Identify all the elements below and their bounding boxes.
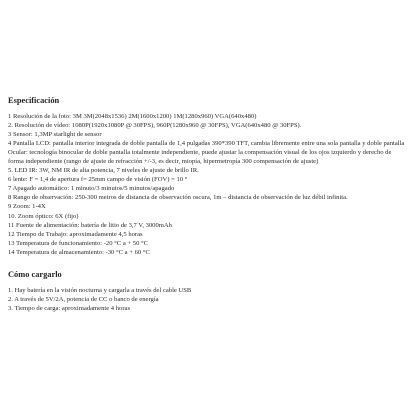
spec-list (8, 112, 408, 257)
charge-heading: Cómo cargarlo (8, 269, 62, 279)
charge-item-power-source: 2. A través de 5V/2A, potencia de CC o banco de energía (8, 295, 159, 303)
spec-item-operating-temp: 13 Temperatura de funcionamiento: -20 °C a + 50 °C (8, 239, 149, 247)
charge-list (8, 286, 408, 313)
spec-item-storage-temp: 14 Temperatura de almacenamiento: -30 °C a + 60 °C (8, 248, 150, 256)
charge-item-usb: 1. Hay batería en la visión nocturna y cargarla a través del cable USB (8, 286, 192, 294)
spec-item-power: 11 Fuente de alimentación: batería de litio de 3,7 V, 3000mAh (8, 221, 172, 229)
spec-item-video-resolution: 2. Resolución de vídeo: 1080P(1920x1080P @ 30FPS), 960P(1280x960 @ 30FPS), VGA(640x480 @ 30FPS). (8, 122, 302, 130)
charge-section (8, 270, 408, 313)
spec-item-range: 8 Rango de observación: 250-300 metros de distancia de observación oscura, 1m – distancia de observación de luz débil infinita. (8, 194, 348, 202)
spec-item-lcd: 4 Pantalla LCD: pantalla interior integrada de doble pantalla de 1,4 pulgadas 390*390 TFT, cambia libremente entre una sola pantalla y doble pantalla (8, 140, 405, 148)
spec-item-zoom: 9 Zoom: 1-4X (8, 203, 46, 211)
spec-item-eyepiece: Ocular: tecnología binocular de doble pantalla totalmente independiente, puede ajustar la compensación visual de los ojos izquierdo y derecho de forma independiente (rango de ajuste de refracción +/-3, es decir, miopía, hipermetropía 300 compensación de ajuste) (8, 149, 392, 166)
spec-item-sensor: 3 Sensor: 1,3MP starlight de sensor (8, 131, 102, 139)
spec-item-work-time: 12 Tiempo de Trabajo: aproximadamente 4,5 horas (8, 230, 143, 238)
charge-item-time: 3. Tiempo de carga: aproximadamente 4 horas (8, 304, 131, 312)
spec-item-lens: 6 lente: F = 1,4 de apertura f= 25mm campo de visión (FOV) = 10 ° (8, 176, 188, 184)
spec-item-photo-resolution: 1 Resolución de la foto: 3M 3M(2048x1536) 2M(1600x1200) 1M(1280x960) VGA(640x480) (8, 113, 257, 120)
spec-heading: Especificación (8, 96, 60, 105)
spec-item-optical-zoom: 10. Zoom óptico: 6X (fijo) (8, 212, 79, 220)
spec-item-ir-led: 5. LED IR: 3W, NM IR de alta potencia, 7 niveles de ajuste de brillo IR. (8, 167, 199, 175)
spec-item-auto-off: 7 Apagado automático: 1 minuto/3 minutos/5 minutos/apagado (8, 185, 175, 193)
